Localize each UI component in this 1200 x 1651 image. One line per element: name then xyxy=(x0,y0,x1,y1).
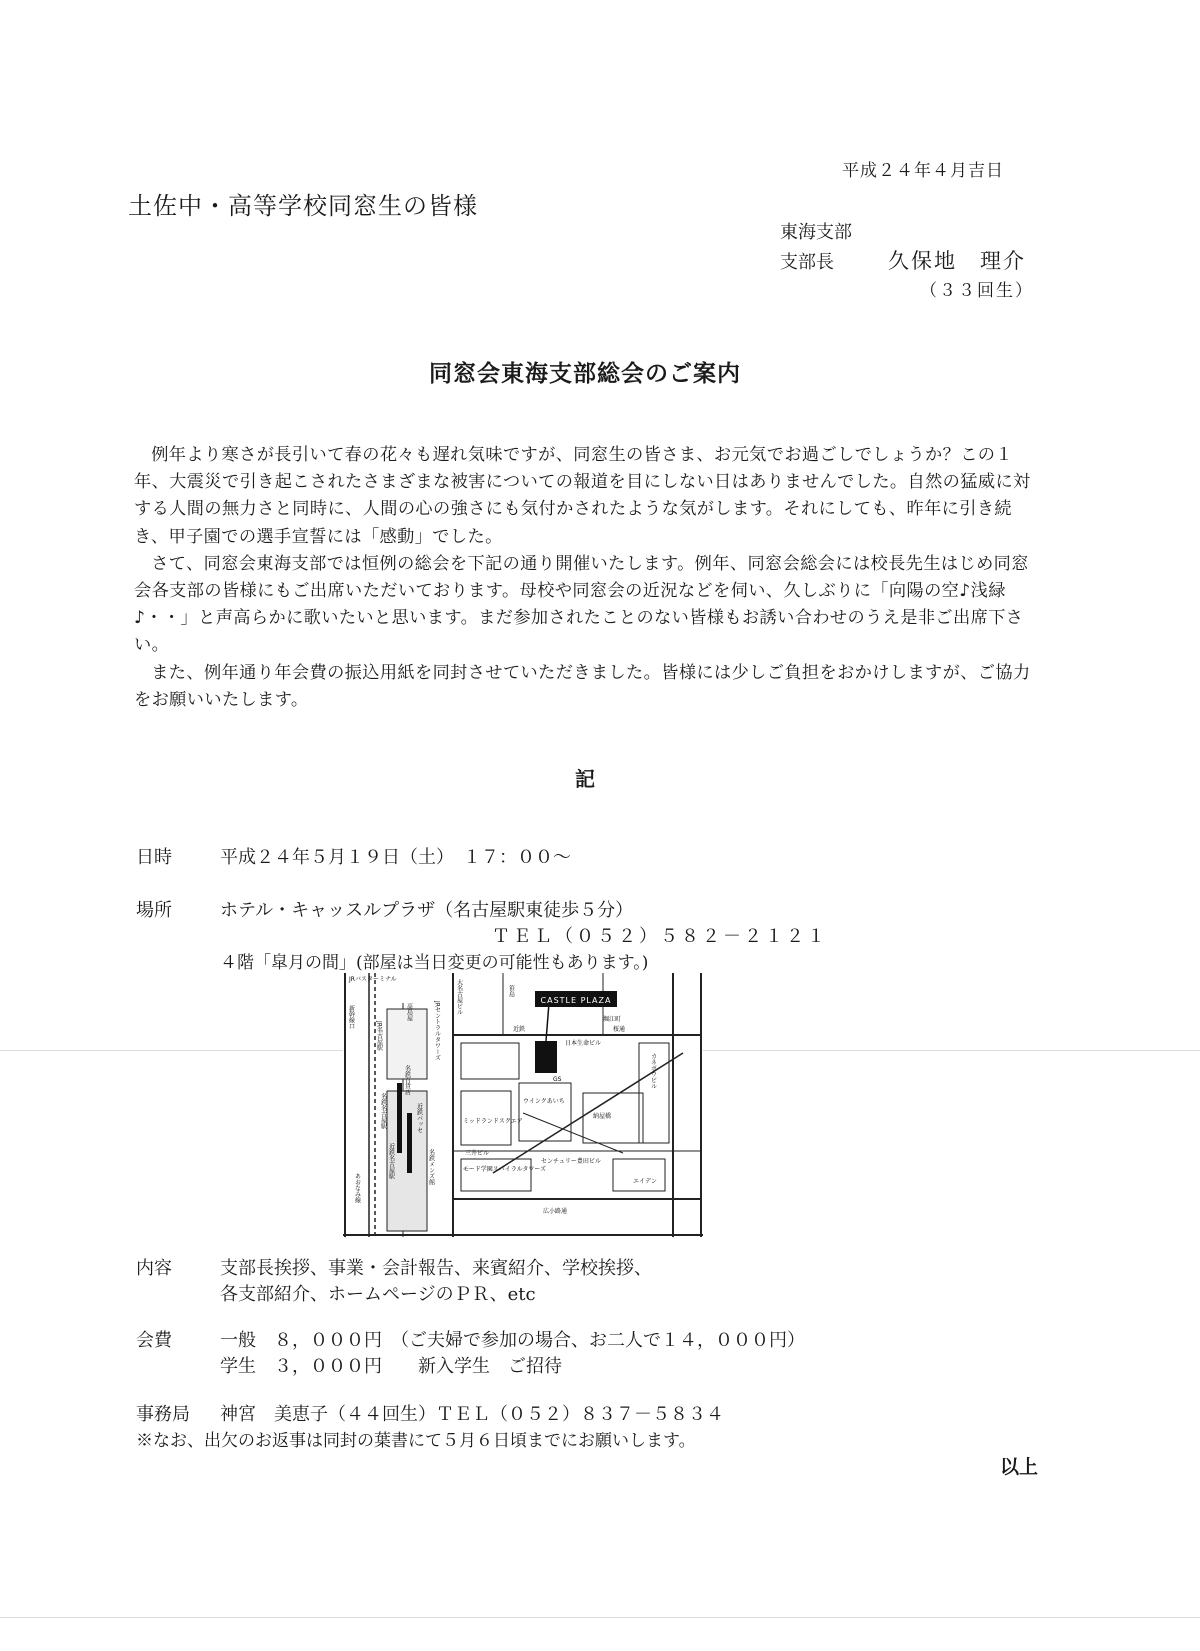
office-value: 神宮 美恵子（４４回生）ＴＥＬ（０５２）８３７－５８３４ xyxy=(220,1404,724,1425)
content-label: 内容 xyxy=(136,1258,172,1279)
addressee: 土佐中・高等学校同窓生の皆様 xyxy=(128,192,478,220)
reply-note: ※なお、出欠のお返事は同封の葉書にて５月６日頃までにお願いします。 xyxy=(136,1431,696,1451)
map-label: 名鉄メンズ館 xyxy=(427,1149,435,1185)
map-label: 近鉄 xyxy=(513,1026,526,1033)
map-label: 堀江町 xyxy=(603,1016,622,1023)
fee-student: 学生 ３，０００円 新入学生 ご招待 xyxy=(220,1356,562,1377)
place-tel: ＴＥＬ（０５２）５８２－２１２１ xyxy=(492,926,828,947)
map-label: 名鉄名古屋駅 xyxy=(379,1093,387,1129)
map-label: エイデン xyxy=(633,1178,657,1185)
location-map xyxy=(343,973,703,1237)
map-label: カネボウビル xyxy=(649,1053,657,1089)
map-label: あおなみ線 xyxy=(353,1173,361,1203)
map-label: 日本生命ビル xyxy=(565,1040,602,1047)
sender-name: 久保地 理介 xyxy=(888,249,1026,273)
map-label: JRセントラルタワーズ xyxy=(433,1001,441,1061)
map-label: 笹島 xyxy=(507,985,515,997)
ki-heading: 記 xyxy=(575,767,595,791)
map-label: 納屋橋 xyxy=(593,1113,612,1120)
map-label: JR名古屋駅 xyxy=(375,1021,383,1051)
kintetsu-platform xyxy=(407,1113,412,1173)
map-label: 近鉄パッセ xyxy=(415,1103,423,1133)
map-label: モード学園スパイラルタワーズ xyxy=(463,1166,547,1173)
content-line1: 支部長挨拶、事業・会計報告、来賓紹介、学校挨拶、 xyxy=(220,1258,652,1279)
map-label: 三井ビル xyxy=(465,1150,490,1157)
map-label: 大名古屋ビル xyxy=(455,979,463,1015)
datetime-label: 日時 xyxy=(136,847,172,868)
map-label: 新幹線口 xyxy=(347,1005,355,1029)
body-paragraph: さて、同窓会東海支部では恒例の総会を下記の通り開催いたします。例年、同窓会総会には校長先生はじめ同窓会各支部の皆様にもご出席いただいております。母校や同窓会の近況などを伺い、久しぶりに「向陽の空♪浅緑♪・・」と声高らかに歌いたいと思います。まだ参加されたことのない皆様もお誘い合わせのうえ是非ご出席下さい。 xyxy=(134,553,1029,656)
closing: 以上 xyxy=(1000,1456,1039,1478)
place-label: 場所 xyxy=(136,900,172,921)
document-title: 同窓会東海支部総会のご案内 xyxy=(429,361,741,387)
map-label: JRバスターミナル xyxy=(349,976,397,983)
castle-plaza-label: CASTLE PLAZA xyxy=(540,996,612,1005)
office-label: 事務局 xyxy=(136,1404,190,1425)
map-label: センチュリー豊田ビル xyxy=(541,1158,601,1165)
content-line2: 各支部紹介、ホームページのＰＲ、etc xyxy=(220,1284,536,1305)
castle-plaza-building xyxy=(535,1041,557,1073)
map-label: ミッドランドスクエア xyxy=(463,1118,523,1125)
sender-branch: 東海支部 xyxy=(780,222,852,243)
fee-general: 一般 ８，０００円 （ご夫婦で参加の場合、お二人で１４，０００円） xyxy=(220,1330,805,1351)
map-label: 近鉄名古屋駅 xyxy=(387,1143,395,1179)
meitetsu-platform xyxy=(397,1083,402,1153)
fee-label: 会費 xyxy=(136,1330,172,1351)
map-label: 広小路通 xyxy=(543,1208,568,1215)
body-paragraph: また、例年通り年会費の振込用紙を同封させていただきました。皆様には少しご負担をおかけしますが、ご協力をお願いいたします。 xyxy=(134,662,1031,710)
letter-date: 平成２４年４月吉日 xyxy=(842,161,1004,181)
map-label: 名鉄百貨店 xyxy=(403,1065,411,1095)
map-label: GS xyxy=(553,1076,562,1083)
place-room: ４階「皐月の間」(部屋は当日変更の可能性もあります。) xyxy=(220,953,649,973)
body-paragraph: 例年より寒さが長引いて春の花々も遅れ気味ですが、同窓生の皆さま、お元気でお過ごしでしょうか？この１年、大震災で引き起こされたさまざまな被害についての報道を目にしない日はありませんでした。自然の猛威に対する人間の無力さと同時に、人間の心の強さにも気付かされたような気がします。それにしても、昨年に引き続き、甲子園での選手宣誓には「感動」でした。 xyxy=(134,445,1031,547)
map-label: 桜通 xyxy=(613,1026,626,1033)
datetime-value: 平成２４年５月１９日（土） １７：００～ xyxy=(220,847,571,868)
sender-title: 支部長 xyxy=(780,252,834,273)
map-label: 髙島屋 xyxy=(405,1003,413,1021)
letter-body xyxy=(134,442,1034,714)
fold-line xyxy=(0,1617,1200,1618)
map-label: ウインクあいち xyxy=(523,1098,565,1105)
sender-class: （３３回生） xyxy=(920,281,1034,301)
place-venue: ホテル・キャッスルプラザ（名古屋駅東徒歩５分） xyxy=(220,900,634,921)
